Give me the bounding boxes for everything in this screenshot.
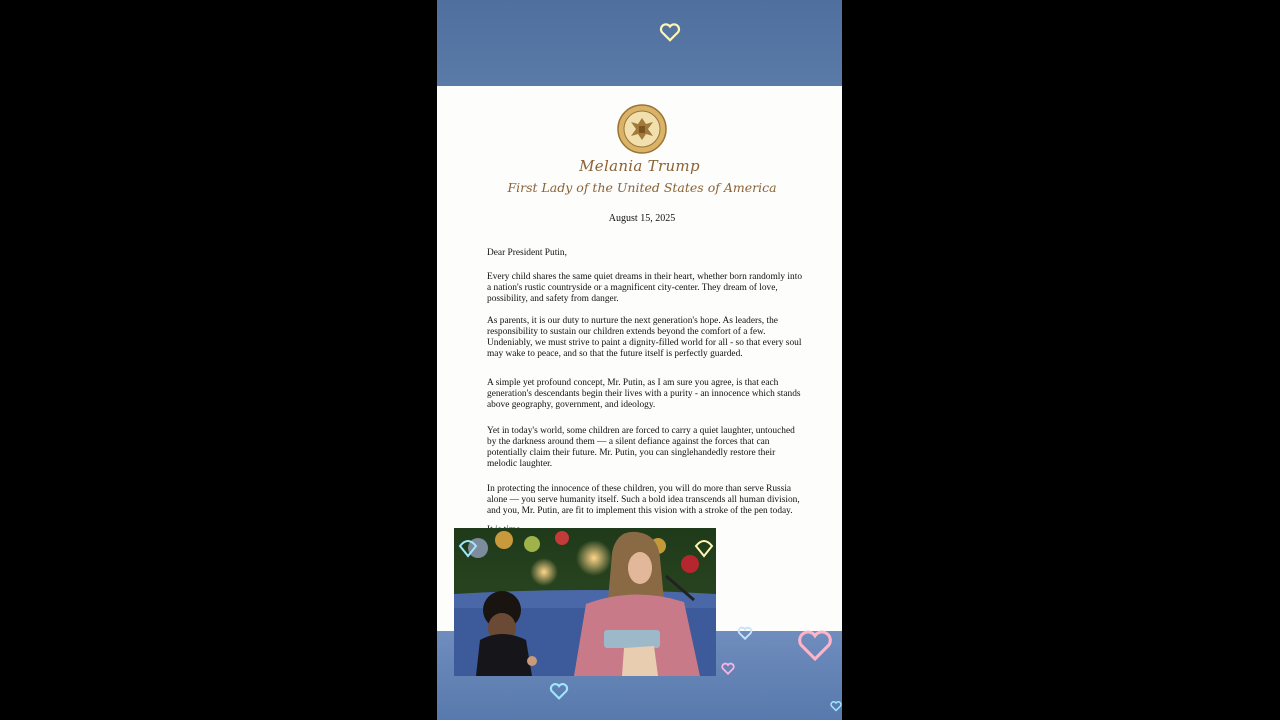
presidential-seal-icon [617,104,667,154]
inset-photo [454,528,716,676]
paragraph: As parents, it is our duty to nurture the next generation's hope. As leaders, the responsibility to sustain our children extends beyond the comfort of a few. Undeniably, we must strive to paint a dignity-filled world for all - so that every soul may wake to peace, and so that the future itself is perfectly guarded. [487,316,802,359]
paragraph: A simple yet profound concept, Mr. Putin, as I am sure you agree, is that each generation's descendants begin their lives with a purity - an innocence which stands above geography, government, and ideology. [487,378,801,410]
heart-icon [737,626,753,640]
salutation: Dear President Putin, [487,248,567,258]
letter-body [487,248,802,547]
letter-date: August 15, 2025 [608,213,676,224]
sender-title: First Lady of the United States of America [507,180,777,195]
heart-icon [549,682,569,700]
heart-icon [721,662,735,675]
sender-name: Melania Trump [579,157,700,175]
heart-icon [659,22,681,42]
heart-icon [795,628,835,662]
paragraph: In protecting the innocence of these children, you will do more than serve Russia alone — you serve humanity itself. Such a bold idea transcends all human division, and you, Mr. Putin, are fit to implement this vision with a stroke of the pen today. [487,484,800,516]
heart-icon [830,700,842,712]
video-area [437,0,842,720]
paragraph: Yet in today's world, some children are forced to carry a quiet laughter, untouched by the darkness around them — a silent defiance against the forces that can potentially claim their future. Mr. Putin, you can singlehandedly restore their melodic laughter. [487,426,795,469]
paragraph: Every child shares the same quiet dreams in their heart, whether born randomly into a nation's rustic countryside or a magnificent city-center. They dream of love, possibility, and safety from danger. [487,272,803,304]
